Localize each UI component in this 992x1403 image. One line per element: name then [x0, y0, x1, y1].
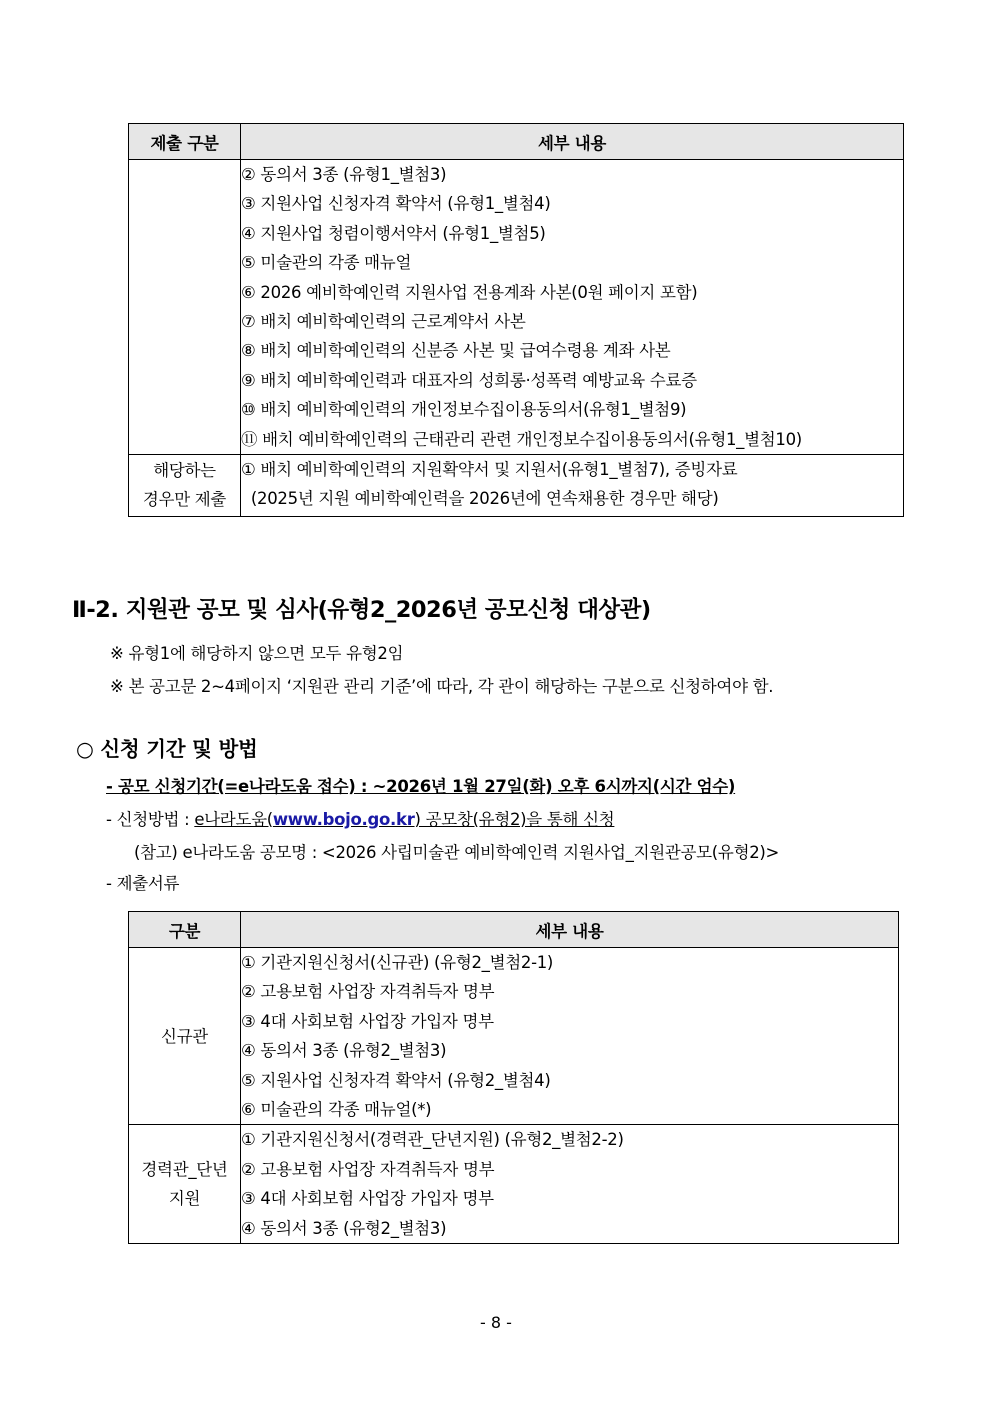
table1-row2-items: [241, 454, 904, 516]
reference-note: (참고) e나라도움 공모명 : <2026 사립미술관 예비학예인력 지원사업_지원관공모(유형2)>: [134, 843, 780, 862]
table-row: [129, 160, 904, 455]
table2-header-category: 구분: [129, 912, 241, 948]
table1-header-category: 제출 구분: [129, 124, 241, 160]
label-line: 경력관_단년: [141, 1160, 228, 1180]
label-line: 해당하는: [153, 461, 216, 481]
label-line: 신규관: [161, 1026, 208, 1046]
label-line: 경우만 제출: [142, 490, 227, 510]
section-heading: Ⅱ-2. 지원관 공모 및 심사(유형2_2026년 공모신청 대상관): [72, 597, 651, 623]
list-item: ④ 지원사업 청렴이행서약서 (유형1_별첨5): [241, 223, 546, 243]
list-item: ④ 동의서 3종 (유형2_별첨3): [241, 1041, 447, 1061]
list-item: ⑦ 배치 예비학예인력의 근로계약서 사본: [241, 311, 526, 331]
list-item: ⑨ 배치 예비학예인력과 대표자의 성희롱·성폭력 예방교육 수료증: [241, 370, 697, 390]
bojo-link[interactable]: www.bojo.go.kr: [272, 810, 415, 829]
table2-row2-label: [129, 1125, 241, 1244]
table2-row1-label: [129, 948, 241, 1125]
table-row: [129, 1125, 899, 1244]
table2-row1-items: [241, 948, 899, 1125]
list-item: ④ 동의서 3종 (유형2_별첨3): [241, 1218, 447, 1238]
method-pre-link: e나라도움(: [194, 810, 273, 829]
note-line: ※ 본 공고문 2~4페이지 ‘지원관 관리 기준’에 따라, 각 관이 해당하는 구분으로 신청하여야 함.: [110, 677, 774, 696]
table1-header-details: 세부 내용: [241, 124, 904, 160]
submission-table-type1: [128, 123, 904, 517]
sub-heading: ○ 신청 기간 및 방법: [76, 737, 258, 761]
list-item: ① 기관지원신청서(신규관) (유형2_별첨2-1): [241, 953, 554, 972]
table-row: [129, 454, 904, 516]
label-line: 지원: [168, 1189, 201, 1209]
list-item: ⑧ 배치 예비학예인력의 신분증 사본 및 급여수령용 계좌 사본: [241, 341, 671, 361]
submission-table-type2: [128, 911, 899, 1244]
list-item: ② 고용보험 사업장 자격취득자 명부: [241, 1159, 495, 1179]
list-item: (2025년 지원 예비학예인력을 2026년에 연속채용한 경우만 해당): [241, 489, 719, 509]
list-item: ③ 지원사업 신청자격 확약서 (유형1_별첨4): [241, 194, 551, 214]
table-row: [129, 948, 899, 1125]
list-item: ⑤ 지원사업 신청자격 확약서 (유형2_별첨4): [241, 1070, 551, 1090]
table2-header-details: 세부 내용: [241, 912, 899, 948]
list-item: ⑪ 배치 예비학예인력의 근태관리 관련 개인정보수집이용동의서(유형1_별첨10): [241, 429, 802, 449]
application-method: [106, 806, 614, 830]
list-item: ⑩ 배치 예비학예인력의 개인정보수집이용동의서(유형1_별첨9): [241, 400, 687, 420]
method-prefix: - 신청방법 :: [106, 810, 195, 829]
table1-row1-label: [129, 160, 241, 455]
table2-row2-items: [241, 1125, 899, 1244]
table1-row2-label: [129, 454, 241, 516]
list-item: ② 고용보험 사업장 자격취득자 명부: [241, 982, 495, 1002]
page-number: - 8 -: [480, 1313, 512, 1332]
list-item: ③ 4대 사회보험 사업장 가입자 명부: [241, 1011, 494, 1031]
documents-label: - 제출서류: [106, 874, 180, 893]
list-item: ③ 4대 사회보험 사업장 가입자 명부: [241, 1189, 494, 1209]
application-period: - 공모 신청기간(=e나라도움 접수) : ~2026년 1월 27일(화) 오후 6시까지(시간 엄수): [106, 777, 736, 796]
list-item: ② 동의서 3종 (유형1_별첨3): [241, 165, 447, 184]
list-item: ⑥ 미술관의 각종 매뉴얼(*): [241, 1099, 432, 1119]
list-item: ① 배치 예비학예인력의 지원확약서 및 지원서(유형1_별첨7), 증빙자료: [241, 459, 738, 479]
method-post-link: ) 공모창(유형2)을 통해 신청: [414, 810, 615, 829]
method-text: [194, 810, 614, 829]
table1-row1-items: [241, 160, 904, 455]
list-item: ⑤ 미술관의 각종 매뉴얼: [241, 253, 412, 273]
list-item: ① 기관지원신청서(경력관_단년지원) (유형2_별첨2-2): [241, 1130, 624, 1150]
note-line: ※ 유형1에 해당하지 않으면 모두 유형2임: [110, 644, 404, 663]
list-item: ⑥ 2026 예비학예인력 지원사업 전용계좌 사본(0원 페이지 포함): [241, 282, 698, 302]
